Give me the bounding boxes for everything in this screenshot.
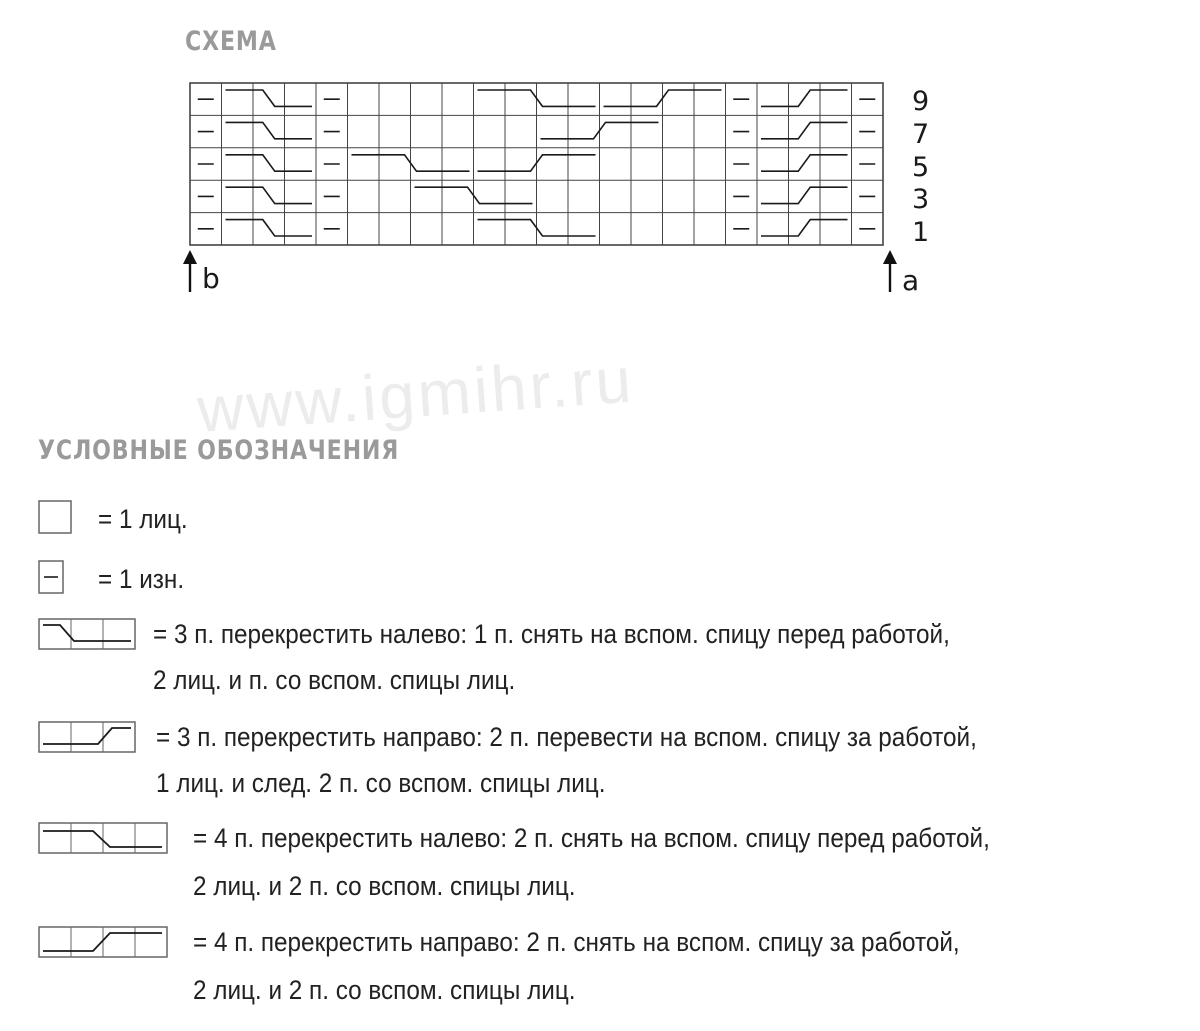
row-number-1: 1: [912, 217, 930, 248]
cross-4-right-icon: [38, 925, 170, 961]
row-number-7: 7: [912, 119, 930, 150]
legend-text-line1: = 4 п. перекрестить налево: 2 п. снять на вспом. спицу перед работой,: [193, 823, 990, 853]
purl-stitch-icon: [38, 560, 72, 594]
cross-3-right-icon: [38, 720, 138, 756]
legend-text-line1: = 3 п. перекрестить налево: 1 п. снять на вспом. спицу перед работой,: [153, 619, 950, 649]
watermark: www.igmihr.ru: [194, 343, 637, 446]
cross-4-left-icon: [38, 821, 170, 857]
edge-label-b: b: [202, 262, 220, 295]
edge-label-a: a: [902, 264, 920, 297]
schema-title: СХЕМА: [185, 26, 277, 57]
cross-3-right-symbol: [761, 122, 848, 138]
cross-3-left-icon: [38, 617, 138, 653]
legend-text-line2: 1 лиц. и след. 2 п. со вспом. спицы лиц.: [156, 768, 606, 798]
cross-3-left-symbol: [226, 155, 313, 171]
cross-3-right-symbol: [761, 155, 848, 171]
legend-title: УСЛОВНЫЕ ОБОЗНАЧЕНИЯ: [38, 435, 400, 466]
cross-3-left-symbol: [226, 122, 313, 138]
legend-text-line1: = 3 п. перекрестить направо: 2 п. перевести на вспом. спицу за работой,: [156, 722, 977, 752]
cross-3-right-symbol: [761, 90, 848, 106]
cross-3-right-symbol: [761, 187, 848, 203]
arrow-up-icon: [183, 250, 197, 294]
knit-stitch-icon: [38, 500, 72, 534]
knitting-chart: [180, 75, 900, 255]
cross-3-left-symbol: [226, 187, 313, 203]
cross-3-right-symbol: [761, 220, 848, 236]
legend-text: = 1 лиц.: [98, 504, 188, 534]
legend-text-line2: 2 лиц. и 2 п. со вспом. спицы лиц.: [193, 871, 576, 901]
cross-3-left-symbol: [226, 90, 313, 106]
row-number-9: 9: [912, 86, 930, 117]
legend-text-line2: 2 лиц. и п. со вспом. спицы лиц.: [153, 665, 516, 695]
row-number-5: 5: [912, 152, 930, 183]
legend-text-line2: 2 лиц. и 2 п. со вспом. спицы лиц.: [193, 975, 576, 1005]
legend-text-line1: = 4 п. перекрестить направо: 2 п. снять на вспом. спицу за работой,: [193, 927, 960, 957]
legend-text: = 1 изн.: [98, 564, 185, 594]
row-number-3: 3: [912, 184, 930, 215]
arrow-up-icon: [883, 250, 897, 294]
cross-3-left-symbol: [226, 220, 313, 236]
